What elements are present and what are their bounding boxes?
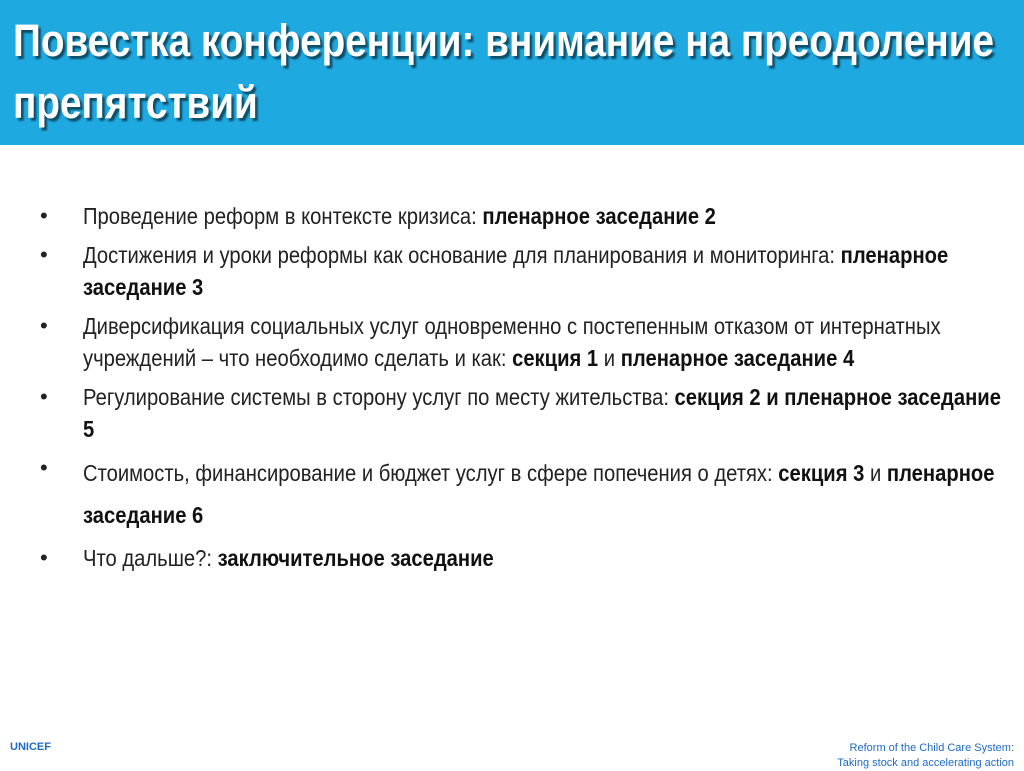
slide-title: Повестка конференции: внимание на преодоление препятствий: [13, 15, 995, 128]
agenda-list: [40, 200, 1020, 580]
agenda-item-session: секция 1: [512, 345, 599, 371]
footer-organization: UNICEF: [10, 741, 51, 753]
agenda-item-session: пленарное заседание 3: [83, 241, 949, 300]
agenda-item: [40, 200, 1020, 233]
bullet-icon: •: [40, 203, 48, 228]
agenda-item-session: заключительное заседание: [217, 544, 494, 571]
agenda-item-text-part: Стоимость, финансирование и бюджет услуг в сфере попечения о детях:: [83, 459, 779, 486]
agenda-item-text: [83, 381, 1012, 446]
agenda-item-text: [83, 542, 1012, 575]
agenda-item-session: пленарное заседание 2: [482, 203, 716, 229]
bullet-icon: •: [40, 312, 48, 338]
agenda-item-session: секция 3: [778, 459, 865, 486]
bullet-icon: •: [40, 383, 48, 409]
agenda-item-text: [83, 239, 1012, 304]
agenda-item: [40, 381, 1020, 446]
agenda-item-text-part: Достижения и уроки реформы как основание для планирования и мониторинга:: [83, 241, 841, 268]
agenda-item-text-part: Диверсификация социальных услуг одновременно с постепенным отказом от интернатных учреждений – что необходимо сделать и как:: [83, 312, 941, 371]
agenda-item-text: [83, 200, 1012, 233]
agenda-item: [40, 310, 1020, 375]
title-banner: [0, 0, 1024, 145]
agenda-item-text: [83, 452, 1012, 536]
agenda-item-text-part: Проведение реформ в контексте кризиса:: [83, 203, 483, 229]
bullet-icon: •: [40, 454, 48, 480]
bullet-icon: •: [40, 241, 48, 267]
bullet-icon: •: [40, 544, 48, 570]
footer-conference-name: [714, 741, 1014, 771]
agenda-item: [40, 239, 1020, 304]
agenda-item-session: пленарное заседание 6: [83, 459, 995, 528]
agenda-item-text-part: Что дальше?:: [83, 544, 218, 571]
agenda-item-text-part: и: [864, 459, 887, 486]
agenda-item-session: пленарное заседание 4: [620, 345, 855, 371]
footer-conference-line: Reform of the Child Care System:: [849, 742, 1014, 754]
agenda-item-text-part: Регулирование системы в сторону услуг по месту жительства:: [83, 383, 675, 410]
agenda-item: [40, 542, 1020, 575]
agenda-item-text-part: и: [598, 345, 621, 371]
agenda-item-session: секция 2 и пленарное заседание 5: [83, 383, 1001, 442]
agenda-item-text: [83, 310, 1012, 375]
footer-conference-line: Taking stock and accelerating action: [837, 757, 1014, 769]
agenda-item: [40, 452, 1020, 536]
